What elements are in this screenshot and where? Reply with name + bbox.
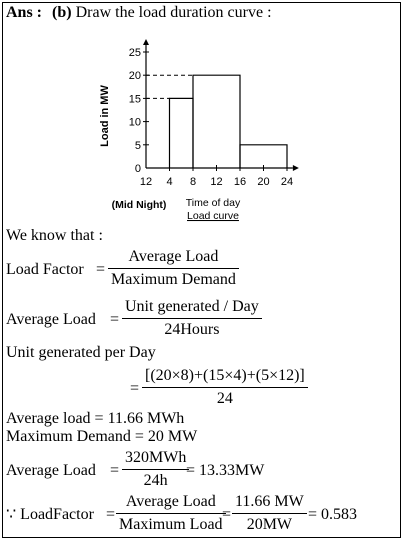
x-tick-label: 24 (280, 176, 294, 188)
x-axis-arrow (293, 165, 299, 171)
average-load-result: = 13.33MW (186, 462, 265, 479)
fraction-bar (122, 469, 189, 470)
x-axis-label: Time of day (185, 197, 241, 209)
x-tick-label: 4 (166, 176, 173, 188)
x-tick-label: 20 (257, 176, 270, 188)
y-tick-label: 15 (128, 93, 141, 106)
chart-title: Load curve (187, 210, 239, 222)
load-factor-numeric-fraction (232, 493, 307, 534)
load-factor-result: = 0.583 (308, 506, 358, 523)
x-tick-label: 8 (189, 176, 197, 188)
ans-label: Ans : (6, 4, 43, 21)
average-load-value: Average load = 11.66 MWh (6, 410, 185, 427)
fraction-bar (142, 387, 308, 388)
fraction-bar (122, 318, 262, 319)
chart-layer (129, 39, 299, 188)
fraction-denominator: 24 (216, 390, 233, 407)
average-load-calc-fraction (122, 449, 189, 490)
part-label: (b) (52, 4, 72, 21)
y-axis-label: Load in MW (99, 85, 111, 147)
y-tick-label: 5 (134, 139, 141, 152)
load-step-16-24 (240, 145, 287, 168)
equals-sign: = (110, 462, 120, 479)
we-know-text: We know that : (6, 227, 103, 244)
instruction-text: Draw the load duration curve : (75, 4, 272, 21)
fraction-numerator: 320MWh (125, 449, 187, 466)
fraction-bar (116, 513, 226, 514)
x-tick-label: 12 (210, 176, 223, 188)
y-axis-arrow (143, 39, 149, 45)
fraction-denominator: 20MW (246, 516, 293, 533)
load-factor-fraction (108, 248, 239, 289)
load-factor-label: Load Factor (6, 261, 84, 278)
load-factor-symbolic-fraction (116, 493, 226, 534)
load-step-8-16 (193, 75, 240, 168)
x-note-label: (Mid Night) (111, 199, 167, 211)
x-tick-label: 16 (233, 176, 247, 188)
fraction-numerator: [(20×8)+(15×4)+(5×12)] (145, 367, 305, 384)
load-curve-chart (0, 0, 405, 230)
x-tick-label: 12 (139, 176, 153, 188)
average-load-fraction (122, 298, 262, 339)
equals-sign: = (106, 506, 116, 523)
unit-generated-fraction (142, 367, 308, 408)
equals-sign: = (222, 506, 232, 523)
equals-sign: = (110, 311, 120, 328)
fraction-numerator: 11.66 MW (235, 493, 304, 510)
equals-sign: = (96, 261, 106, 278)
load-factor-final-label: ∵ LoadFactor (6, 506, 94, 523)
unit-generated-label: Unit generated per Day (6, 344, 156, 361)
fraction-denominator: Maximum Load (119, 516, 223, 533)
fraction-bar (108, 268, 239, 269)
y-tick-label: 0 (134, 163, 141, 175)
average-load-label: Average Load (6, 462, 96, 479)
equals-sign: = (130, 380, 140, 397)
fraction-numerator: Average Load (125, 493, 216, 510)
y-tick-label: 10 (128, 116, 141, 129)
y-tick-label: 20 (128, 70, 141, 83)
y-tick-label: 25 (128, 47, 141, 59)
fraction-numerator: Average Load (128, 248, 219, 265)
maximum-demand-value: Maximum Demand = 20 MW (6, 428, 198, 445)
fraction-bar (232, 513, 307, 514)
fraction-denominator: Maximum Demand (111, 271, 236, 288)
load-step-4-8 (170, 98, 194, 168)
fraction-numerator: Unit generated / Day (125, 298, 259, 315)
average-load-label: Average Load (6, 311, 96, 328)
fraction-denominator: 24h (143, 472, 168, 489)
fraction-denominator: 24Hours (164, 321, 220, 338)
